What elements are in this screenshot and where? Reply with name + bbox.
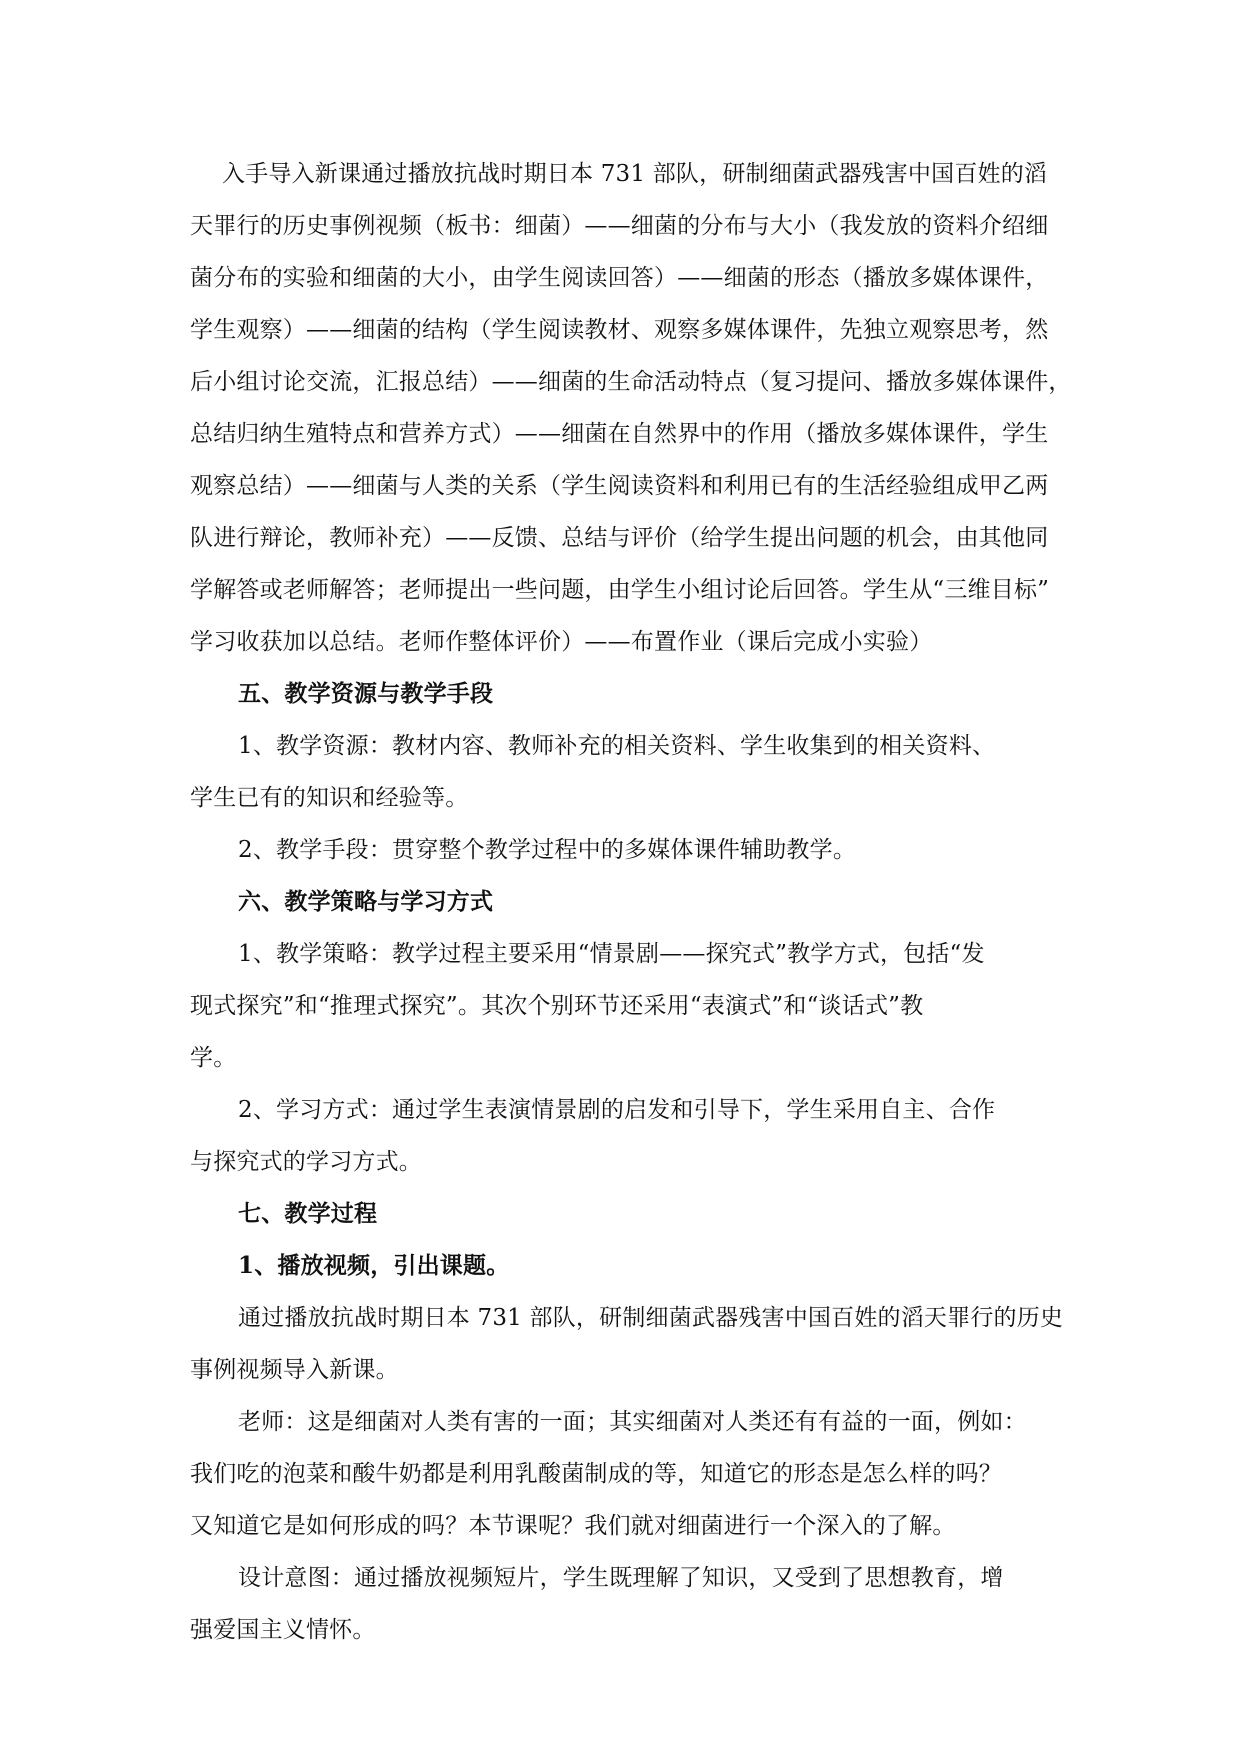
paragraph-line: 老师：这是细菌对人类有害的一面；其实细菌对人类还有有益的一面，例如： [238,1409,1027,1435]
paragraph-line: 学解答或老师解答；老师提出一些问题，由学生小组讨论后回答。学生从“三维目标” [190,577,1050,603]
paragraph-line: 学。 [190,1045,237,1071]
paragraph-line: 2、教学手段：贯穿整个教学过程中的多媒体课件辅助教学。 [238,837,857,863]
paragraph-line: 天罪行的历史事例视频（板书：细菌）——细菌的分布与大小（我发放的资料介绍细 [190,213,1049,239]
paragraph-line: 又知道它是如何形成的吗？本节课呢？我们就对细菌进行一个深入的了解。 [190,1513,956,1539]
paragraph-line: 与探究式的学习方式。 [190,1149,422,1175]
paragraph-line: 1、教学策略：教学过程主要采用“情景剧——探究式”教学方式，包括“发 [238,941,985,967]
paragraph-line: 2、学习方式：通过学生表演情景剧的启发和引导下，学生采用自主、合作 [238,1097,996,1123]
paragraph-line: 学生观察）——细菌的结构（学生阅读教材、观察多媒体课件，先独立观察思考，然 [190,317,1049,343]
paragraph-line: 队进行辩论，教师补充）——反馈、总结与评价（给学生提出问题的机会，由其他同 [190,525,1049,551]
paragraph-line: 通过播放抗战时期日本 731 部队，研制细菌武器残害中国百姓的滔天罪行的历史 [238,1305,1064,1331]
paragraph-line: 学生已有的知识和经验等。 [190,785,469,811]
paragraph-line: 总结归纳生殖特点和营养方式）——细菌在自然界中的作用（播放多媒体课件，学生 [190,421,1049,447]
paragraph-line: 1、教学资源：教材内容、教师补充的相关资料、学生收集到的相关资料、 [238,733,996,759]
paragraph-line: 我们吃的泡菜和酸牛奶都是利用乳酸菌制成的等，知道它的形态是怎么样的吗？ [190,1461,1002,1487]
section-heading: 六、教学策略与学习方式 [238,888,494,915]
section-heading: 五、教学资源与教学手段 [238,680,494,707]
paragraph-line: 后小组讨论交流，汇报总结）——细菌的生命活动特点（复习提问、播放多媒体课件， [190,369,1072,395]
paragraph-line: 观察总结）——细菌与人类的关系（学生阅读资料和利用已有的生活经验组成甲乙两 [190,473,1049,499]
paragraph-line: 菌分布的实验和细菌的大小，由学生阅读回答）——细菌的形态（播放多媒体课件， [190,265,1049,291]
subsection-heading: 1、播放视频，引出课题。 [238,1252,510,1279]
paragraph-line: 入手导入新课通过播放抗战时期日本 731 部队，研制细菌武器残害中国百姓的滔 [222,161,1048,187]
paragraph-line: 事例视频导入新课。 [190,1357,399,1383]
paragraph-line: 现式探究”和“推理式探究”。其次个别环节还采用“表演式”和“谈话式”教 [190,993,924,1019]
paragraph-line: 学习收获加以总结。老师作整体评价）——布置作业（课后完成小实验） [190,629,933,655]
section-heading: 七、教学过程 [238,1200,378,1227]
paragraph-line: 设计意图：通过播放视频短片，学生既理解了知识，又受到了思想教育，增 [238,1565,1004,1591]
paragraph-line: 强爱国主义情怀。 [190,1617,376,1643]
